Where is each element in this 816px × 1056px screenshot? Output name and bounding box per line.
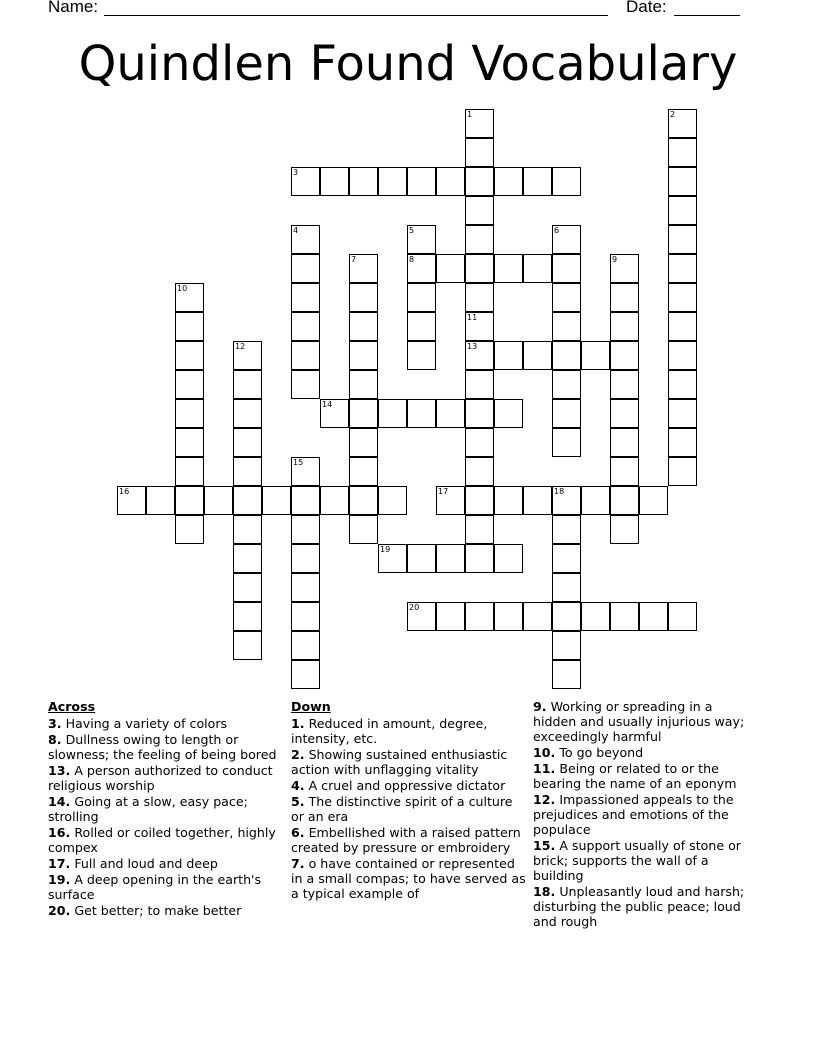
grid-cell[interactable] [668, 196, 697, 225]
grid-cell[interactable] [291, 544, 320, 573]
grid-cell[interactable] [610, 602, 639, 631]
clue-item [48, 716, 284, 731]
grid-cell[interactable] [465, 283, 494, 312]
grid-cell[interactable] [407, 283, 436, 312]
cell-number: 14 [322, 400, 333, 409]
grid-cell[interactable] [175, 370, 204, 399]
clue-number: 17. [48, 856, 71, 871]
grid-cell[interactable] [233, 341, 262, 370]
grid-cell[interactable] [668, 138, 697, 167]
grid-cell[interactable] [610, 428, 639, 457]
cell-number: 12 [235, 342, 246, 351]
grid-cell[interactable] [465, 341, 494, 370]
grid-cell[interactable] [523, 254, 552, 283]
grid-cell[interactable] [465, 399, 494, 428]
grid-cell[interactable] [465, 486, 494, 515]
grid-cell[interactable] [552, 544, 581, 573]
grid-cell[interactable] [494, 602, 523, 631]
page-title: Quindlen Found Vocabulary [78, 36, 738, 92]
grid-cell[interactable] [436, 486, 465, 515]
grid-cell[interactable] [407, 341, 436, 370]
grid-cell[interactable] [291, 167, 320, 196]
grid-cell[interactable] [668, 457, 697, 486]
clue-number: 8. [48, 732, 62, 747]
cell-number: 5 [409, 226, 415, 235]
cell-number: 19 [380, 545, 391, 554]
across-clue-list [48, 716, 284, 918]
cell-number: 11 [467, 313, 478, 322]
clue-text: The distinctive spirit of a culture or an era [291, 794, 513, 824]
grid-cell[interactable] [668, 341, 697, 370]
grid-cell[interactable] [436, 399, 465, 428]
clue-item [291, 856, 527, 901]
grid-cell[interactable] [117, 486, 146, 515]
clue-item [48, 794, 284, 824]
grid-cell[interactable] [465, 428, 494, 457]
clue-text: Get better; to make better [70, 903, 242, 918]
grid-cell[interactable] [407, 225, 436, 254]
grid-cell[interactable] [610, 457, 639, 486]
grid-cell[interactable] [349, 428, 378, 457]
grid-cell[interactable] [175, 312, 204, 341]
grid-cell[interactable] [349, 515, 378, 544]
grid-cell[interactable] [610, 341, 639, 370]
grid-cell[interactable] [378, 544, 407, 573]
grid-cell[interactable] [233, 457, 262, 486]
grid-cell[interactable] [407, 602, 436, 631]
grid-cell[interactable] [552, 631, 581, 660]
grid-cell[interactable] [552, 254, 581, 283]
grid-cell[interactable] [291, 312, 320, 341]
clue-text: Showing sustained enthusiastic action with unflagging vitality [291, 747, 508, 777]
clue-number: 12. [533, 792, 556, 807]
grid-cell[interactable] [233, 631, 262, 660]
grid-cell[interactable] [175, 341, 204, 370]
grid-cell[interactable] [349, 167, 378, 196]
clue-number: 10. [533, 745, 556, 760]
grid-cell[interactable] [320, 167, 349, 196]
clue-item [533, 884, 753, 929]
grid-cell[interactable] [494, 544, 523, 573]
grid-cell[interactable] [552, 428, 581, 457]
grid-cell[interactable] [407, 544, 436, 573]
clue-item [291, 794, 527, 824]
grid-cell[interactable] [552, 515, 581, 544]
down-clue-list [291, 716, 527, 901]
grid-cell[interactable] [233, 573, 262, 602]
clue-text: To go beyond [555, 745, 644, 760]
grid-cell[interactable] [668, 109, 697, 138]
clue-text: Dullness owing to length or slowness; the feeling of being bored [48, 732, 277, 762]
grid-cell[interactable] [378, 399, 407, 428]
grid-cell[interactable] [465, 370, 494, 399]
cell-number: 2 [670, 110, 676, 119]
grid-cell[interactable] [552, 312, 581, 341]
grid-cell[interactable] [610, 312, 639, 341]
grid-cell[interactable] [349, 457, 378, 486]
grid-cell[interactable] [552, 602, 581, 631]
grid-cell[interactable] [349, 370, 378, 399]
grid-cell[interactable] [291, 225, 320, 254]
grid-cell[interactable] [581, 486, 610, 515]
name-label: Name: [48, 0, 99, 16]
grid-cell[interactable] [146, 486, 175, 515]
clue-text: Embellished with a raised pattern created by pressure or embroidery [291, 825, 521, 855]
clue-item [291, 778, 527, 793]
cell-number: 8 [409, 255, 415, 264]
grid-cell[interactable] [465, 109, 494, 138]
grid-cell[interactable] [610, 370, 639, 399]
grid-cell[interactable] [494, 167, 523, 196]
clue-item [533, 699, 753, 744]
clue-text: Reduced in amount, degree, intensity, etc. [291, 716, 488, 746]
grid-cell[interactable] [465, 544, 494, 573]
clue-number: 16. [48, 825, 71, 840]
cell-number: 18 [554, 487, 565, 496]
grid-cell[interactable] [320, 486, 349, 515]
grid-cell[interactable] [349, 312, 378, 341]
grid-cell[interactable] [291, 486, 320, 515]
clue-text: Impassioned appeals to the prejudices and emotions of the populace [533, 792, 734, 837]
grid-cell[interactable] [494, 486, 523, 515]
grid-cell[interactable] [465, 312, 494, 341]
cell-number: 10 [177, 284, 188, 293]
clue-number: 4. [291, 778, 305, 793]
grid-cell[interactable] [407, 312, 436, 341]
clue-text: Being or related to or the bearing the name of an eponym [533, 761, 737, 791]
grid-cell[interactable] [668, 254, 697, 283]
grid-cell[interactable] [668, 283, 697, 312]
clue-item [48, 825, 284, 855]
clue-item [48, 872, 284, 902]
clue-item [48, 903, 284, 918]
grid-cell[interactable] [175, 457, 204, 486]
grid-cell[interactable] [233, 399, 262, 428]
cell-number: 1 [467, 110, 473, 119]
grid-cell[interactable] [349, 283, 378, 312]
grid-cell[interactable] [291, 283, 320, 312]
grid-cell[interactable] [407, 399, 436, 428]
clue-text: Going at a slow, easy pace; strolling [48, 794, 248, 824]
grid-cell[interactable] [436, 544, 465, 573]
grid-cell[interactable] [349, 399, 378, 428]
grid-cell[interactable] [668, 428, 697, 457]
grid-cell[interactable] [668, 167, 697, 196]
grid-cell[interactable] [291, 370, 320, 399]
grid-cell[interactable] [552, 341, 581, 370]
grid-cell[interactable] [610, 399, 639, 428]
grid-cell[interactable] [552, 486, 581, 515]
clue-number: 15. [533, 838, 556, 853]
clue-text: Having a variety of colors [61, 716, 228, 731]
clue-text: A person authorized to conduct religious worship [48, 763, 273, 793]
grid-cell[interactable] [407, 254, 436, 283]
grid-cell[interactable] [233, 515, 262, 544]
grid-cell[interactable] [465, 196, 494, 225]
clue-text: A deep opening in the earth's surface [48, 872, 262, 902]
grid-cell[interactable] [204, 486, 233, 515]
grid-cell[interactable] [552, 225, 581, 254]
down-clues-continued [533, 699, 753, 930]
clue-item [291, 747, 527, 777]
down-clues [291, 699, 527, 902]
grid-cell[interactable] [349, 486, 378, 515]
grid-cell[interactable] [233, 428, 262, 457]
grid-cell[interactable] [523, 486, 552, 515]
grid-cell[interactable] [610, 515, 639, 544]
grid-cell[interactable] [175, 515, 204, 544]
clue-text: Unpleasantly loud and harsh; disturbing the public peace; loud and rough [533, 884, 745, 929]
clue-text: A cruel and oppressive dictator [304, 778, 506, 793]
clue-item [48, 763, 284, 793]
grid-cell[interactable] [552, 370, 581, 399]
grid-cell[interactable] [668, 399, 697, 428]
grid-cell[interactable] [175, 283, 204, 312]
grid-cell[interactable] [291, 573, 320, 602]
grid-cell[interactable] [175, 428, 204, 457]
grid-cell[interactable] [291, 602, 320, 631]
grid-cell[interactable] [523, 602, 552, 631]
grid-cell[interactable] [291, 631, 320, 660]
grid-cell[interactable] [465, 225, 494, 254]
grid-cell[interactable] [552, 283, 581, 312]
grid-cell[interactable] [581, 602, 610, 631]
cell-number: 16 [119, 487, 130, 496]
grid-cell[interactable] [465, 515, 494, 544]
cell-number: 3 [293, 168, 299, 177]
grid-cell[interactable] [494, 341, 523, 370]
clue-number: 11. [533, 761, 556, 776]
cell-number: 6 [554, 226, 560, 235]
clue-number: 18. [533, 884, 556, 899]
clue-number: 13. [48, 763, 71, 778]
grid-cell[interactable] [320, 399, 349, 428]
grid-cell[interactable] [233, 544, 262, 573]
cell-number: 17 [438, 487, 449, 496]
down-heading: Down [291, 699, 331, 714]
grid-cell[interactable] [378, 167, 407, 196]
cell-number: 20 [409, 603, 420, 612]
clue-number: 6. [291, 825, 305, 840]
grid-cell[interactable] [175, 399, 204, 428]
down-clue-list-continued [533, 699, 753, 929]
clue-text: Working or spreading in a hidden and usually injurious way; exceedingly harmful [533, 699, 745, 744]
grid-cell[interactable] [407, 167, 436, 196]
grid-cell[interactable] [668, 370, 697, 399]
grid-cell[interactable] [465, 167, 494, 196]
clue-item [533, 838, 753, 883]
cell-number: 9 [612, 255, 618, 264]
grid-cell[interactable] [552, 399, 581, 428]
clue-number: 20. [48, 903, 71, 918]
grid-cell[interactable] [436, 602, 465, 631]
grid-cell[interactable] [668, 225, 697, 254]
grid-cell[interactable] [291, 457, 320, 486]
clue-text: A support usually of stone or brick; supports the wall of a building [533, 838, 741, 883]
clue-item [48, 856, 284, 871]
grid-cell[interactable] [233, 602, 262, 631]
clue-item [291, 825, 527, 855]
clue-item [291, 716, 527, 746]
grid-cell[interactable] [668, 602, 697, 631]
grid-cell[interactable] [610, 254, 639, 283]
grid-cell[interactable] [233, 370, 262, 399]
grid-cell[interactable] [465, 254, 494, 283]
across-heading: Across [48, 699, 96, 714]
grid-cell[interactable] [639, 602, 668, 631]
grid-cell[interactable] [175, 486, 204, 515]
grid-cell[interactable] [465, 457, 494, 486]
clue-number: 5. [291, 794, 305, 809]
grid-cell[interactable] [494, 399, 523, 428]
grid-cell[interactable] [465, 602, 494, 631]
grid-cell[interactable] [610, 283, 639, 312]
grid-cell[interactable] [233, 486, 262, 515]
grid-cell[interactable] [639, 486, 668, 515]
date-label: Date: [626, 0, 667, 16]
grid-cell[interactable] [291, 660, 320, 689]
clue-number: 3. [48, 716, 62, 731]
grid-cell[interactable] [436, 167, 465, 196]
cell-number: 4 [293, 226, 299, 235]
grid-cell[interactable] [523, 341, 552, 370]
cell-number: 15 [293, 458, 304, 467]
clue-item [533, 792, 753, 837]
clue-number: 14. [48, 794, 71, 809]
grid-cell[interactable] [668, 312, 697, 341]
grid-cell[interactable] [552, 167, 581, 196]
grid-cell[interactable] [552, 660, 581, 689]
cell-number: 7 [351, 255, 357, 264]
grid-cell[interactable] [291, 515, 320, 544]
clue-item [48, 732, 284, 762]
grid-cell[interactable] [291, 341, 320, 370]
grid-cell[interactable] [349, 254, 378, 283]
grid-cell[interactable] [291, 254, 320, 283]
clue-text: Full and loud and deep [70, 856, 218, 871]
grid-cell[interactable] [262, 486, 291, 515]
clue-text: Rolled or coiled together, highly compex [48, 825, 276, 855]
clue-number: 2. [291, 747, 305, 762]
grid-cell[interactable] [378, 486, 407, 515]
clue-number: 1. [291, 716, 305, 731]
clue-item [533, 745, 753, 760]
clue-text: o have contained or represented in a small compas; to have served as a typical example of [291, 856, 526, 901]
cell-number: 13 [467, 342, 478, 351]
grid-cell[interactable] [523, 167, 552, 196]
grid-cell[interactable] [465, 138, 494, 167]
grid-cell[interactable] [494, 254, 523, 283]
clue-number: 9. [533, 699, 547, 714]
clue-item [533, 761, 753, 791]
grid-cell[interactable] [581, 341, 610, 370]
grid-cell[interactable] [436, 254, 465, 283]
grid-cell[interactable] [552, 573, 581, 602]
clue-number: 7. [291, 856, 305, 871]
grid-cell[interactable] [610, 486, 639, 515]
clue-number: 19. [48, 872, 71, 887]
grid-cell[interactable] [349, 341, 378, 370]
across-clues [48, 699, 284, 919]
